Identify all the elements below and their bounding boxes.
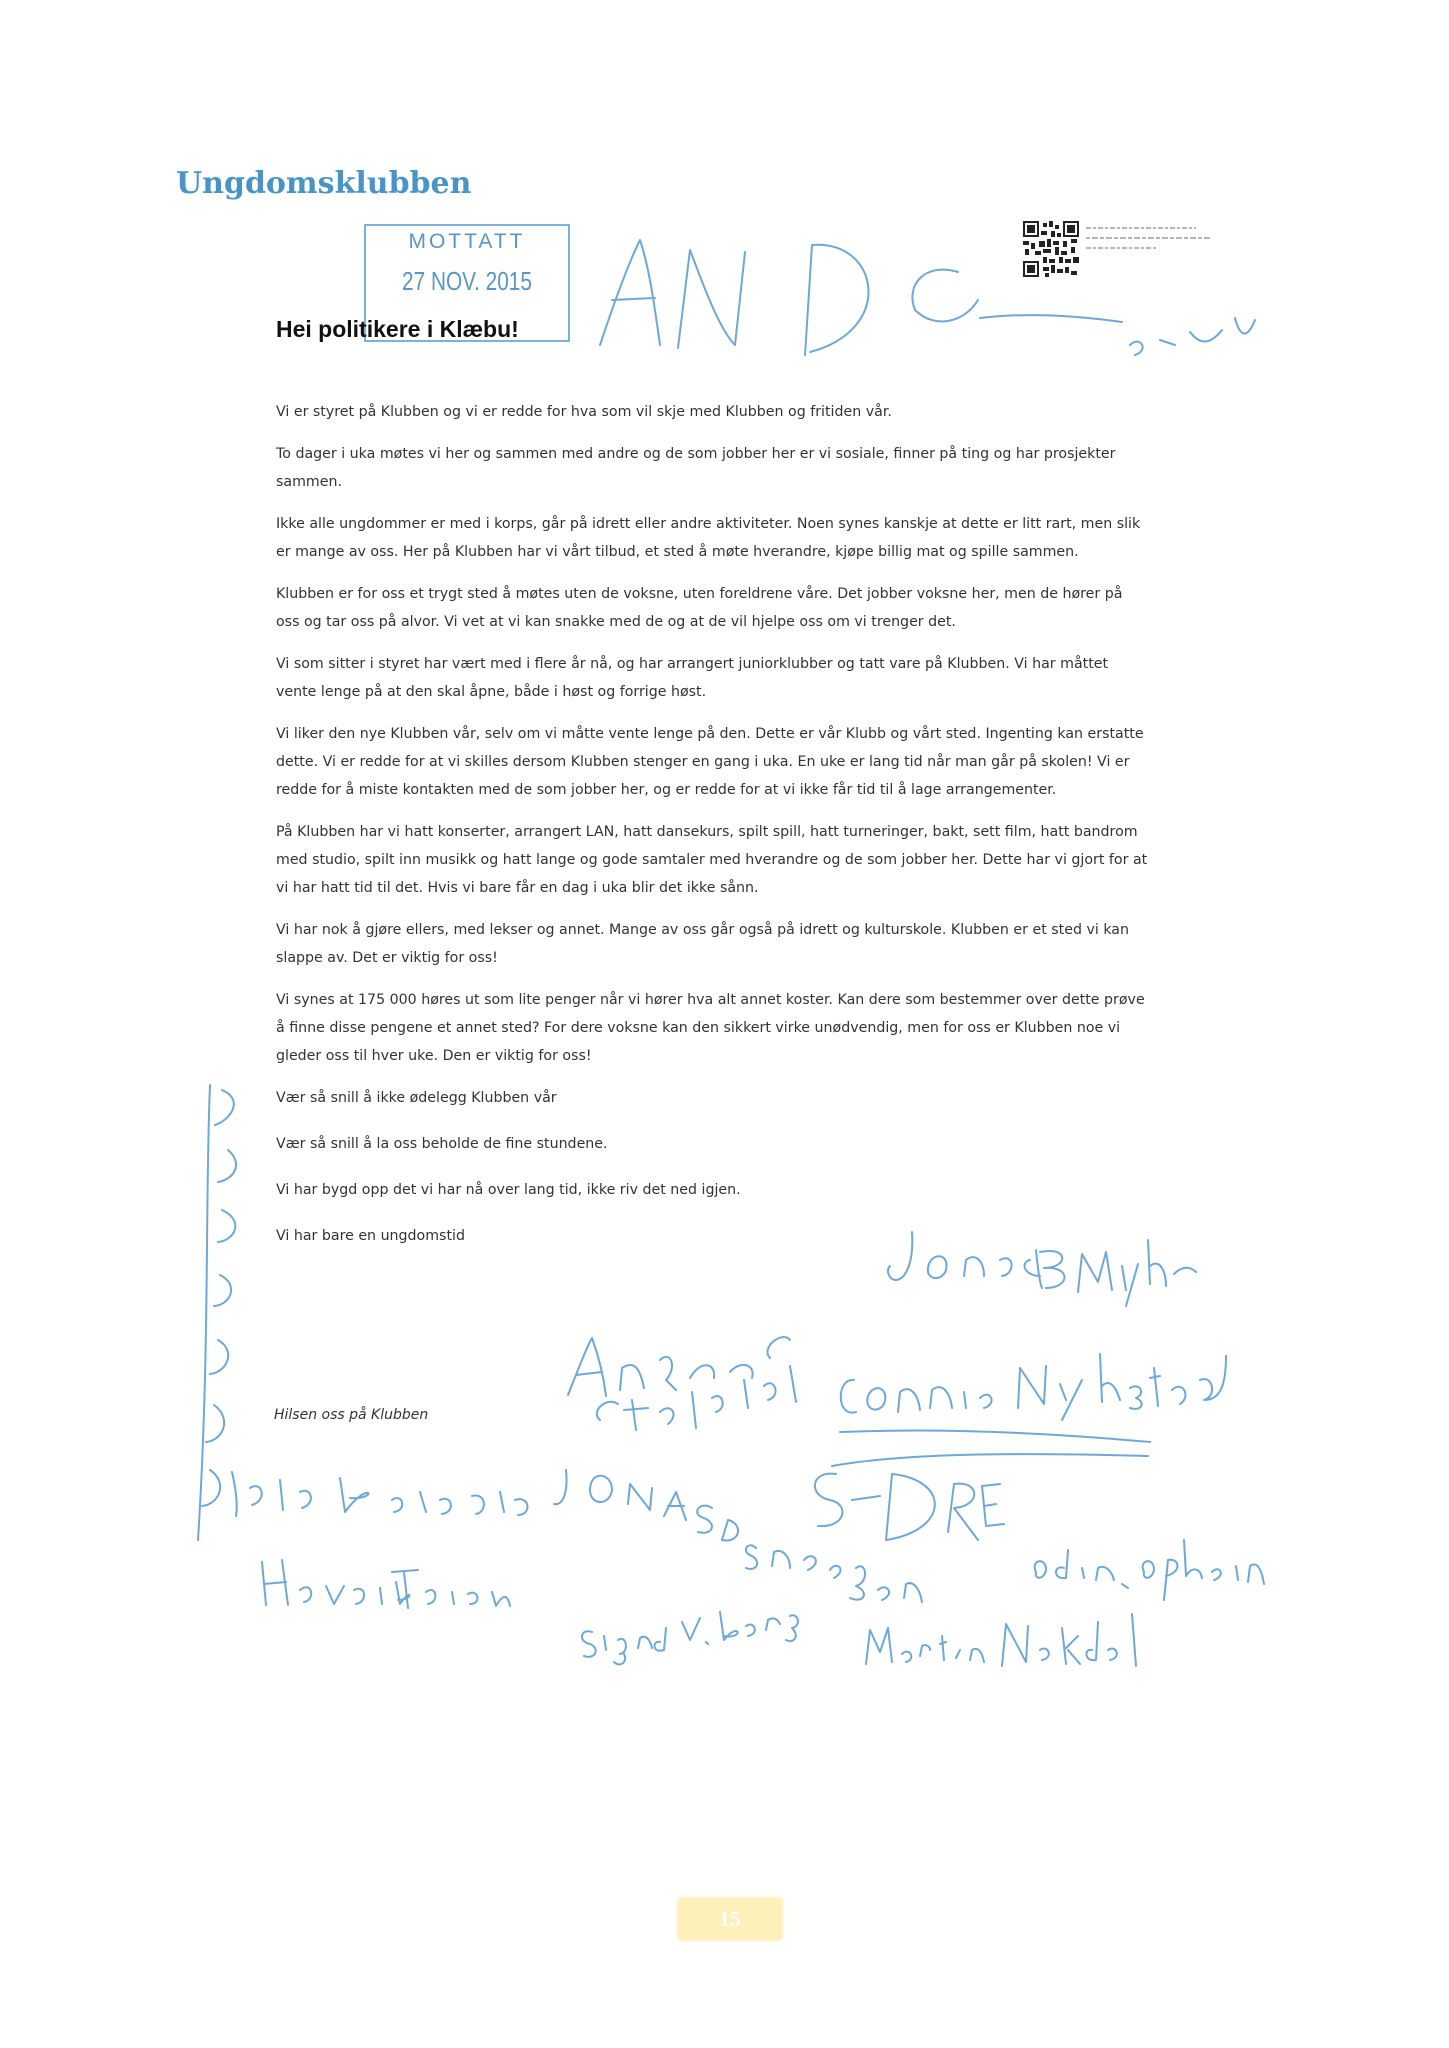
signature-stroke bbox=[1130, 318, 1255, 355]
signature-stroke bbox=[582, 1628, 666, 1664]
signature-stroke bbox=[1036, 1250, 1065, 1288]
signature-stroke bbox=[1143, 1540, 1264, 1600]
signature-stroke bbox=[620, 1337, 790, 1390]
paragraph: To dager i uka møtes vi her og sammen med andre og de som jobber her er vi sosiale, finner på ting og har prosjekter sammen. bbox=[276, 446, 1116, 490]
paragraph: Vi har bygd opp det vi har nå over lang tid, ikke riv det ned igjen. bbox=[276, 1182, 741, 1198]
paragraph: Vær så snill å la oss beholde de fine stundene. bbox=[276, 1136, 608, 1152]
stamp-title: MOTTATT bbox=[408, 230, 526, 253]
signature-stroke bbox=[805, 245, 868, 355]
signature-stroke bbox=[392, 1570, 510, 1608]
paragraph: Klubben er for oss et trygt sted å møtes uten de voksne, uten foreldrene våre. Det jobber voksne her, men de hører på oss og tar oss på alvor. Vi vet at vi kan snakke med de og at de vil hjelpe oss om vi trenger det. bbox=[276, 586, 1123, 630]
signature-stroke bbox=[682, 1612, 798, 1644]
signature-stroke bbox=[1035, 1550, 1128, 1588]
paragraph: Vi liker den nye Klubben vår, selv om vi måtte vente lenge på den. Dette er vår Klubb og vårt sted. Ingenting kan erstatte dette. Vi er redde for at vi skilles dersom Klubben stenger en gang i uka. En uke er lang tid når man går på skolen! Vi er redde for å miste kontakten med de som jobber her, og er redde for at vi ikke får tid til å lage arrangementer. bbox=[276, 726, 1144, 798]
signature-stroke bbox=[722, 1520, 922, 1602]
signature-stroke bbox=[866, 1628, 984, 1664]
paragraph: Vi er styret på Klubben og vi er redde for hva som vil skje med Klubben og fritiden vår. bbox=[276, 404, 892, 420]
signature-stroke bbox=[832, 1454, 1148, 1466]
signature-stroke bbox=[568, 1338, 606, 1396]
signature-stroke bbox=[597, 1366, 796, 1430]
signature-stroke bbox=[600, 240, 660, 345]
paragraph: Vi som sitter i styret har vært med i flere år nå, og har arrangert juniorklubber og tatt vare på Klubben. Vi har måttet vente lenge på at den skal åpne, både i høst og forrige høst. bbox=[276, 656, 1109, 700]
signature-stroke bbox=[232, 1472, 527, 1516]
signature-stroke bbox=[928, 1256, 1040, 1278]
signature-stroke bbox=[888, 1232, 912, 1280]
signature-stroke bbox=[554, 1470, 712, 1533]
letter-closing: Hilsen oss på Klubben bbox=[274, 1407, 429, 1423]
paragraph: Vi synes at 175 000 høres ut som lite penger når vi hører hva alt annet koster. Kan dere som bestemmer over dette prøve å finne disse pengene et annet sted? For dere voksne kan den sikkert virke unødvendig, men for oss er Klubben noe vi gleder oss til hver uke. Den er viktig for oss! bbox=[276, 992, 1145, 1064]
section-title: Ungdomsklubben bbox=[176, 166, 472, 201]
paragraph: På Klubben har vi hatt konserter, arrangert LAN, hatt dansekurs, spilt spill, hatt turneringer, bakt, sett film, hatt bandrom med studio, spilt inn musikk og hatt lange og gode samtaler med hverandre og de som jobber her. Dette har vi gjort for at vi har hatt tid til det. Hvis vi bare får en dag i uka blir det ikke sånn. bbox=[276, 824, 1148, 896]
signature-stroke bbox=[1078, 1240, 1196, 1306]
page-number: 15 bbox=[678, 1898, 782, 1940]
signature-stroke bbox=[198, 1085, 210, 1540]
letter-greeting: Hei politikere i Klæbu! bbox=[276, 316, 519, 342]
signature-stroke bbox=[1018, 1354, 1226, 1420]
signature-stroke bbox=[841, 1380, 992, 1413]
paragraph: Vi har nok å gjøre ellers, med lekser og annet. Mange av oss går også på idrett og kulturskole. Klubben er et sted vi kan slappe av. Det er viktig for oss! bbox=[276, 922, 1129, 966]
stamp-date: 27 NOV. 2015 bbox=[402, 266, 532, 296]
signature-stroke bbox=[912, 270, 978, 322]
signature-stroke bbox=[262, 1560, 410, 1605]
signature-stroke bbox=[840, 1430, 1150, 1442]
signature-stroke bbox=[678, 250, 745, 348]
signature-stroke bbox=[1002, 1614, 1136, 1666]
paragraph: Ikke alle ungdommer er med i korps, går på idrett eller andre aktiviteter. Noen synes kanskje at dette er litt rart, men slik er mange av oss. Her på Klubben har vi vårt tilbud, et sted å møte hverandre, kjøpe billig mat og spille sammen. bbox=[276, 516, 1141, 560]
signature-stroke bbox=[980, 315, 1122, 322]
signature-stroke bbox=[815, 1474, 1004, 1540]
paragraph: Vær så snill å ikke ødelegg Klubben vår bbox=[276, 1090, 557, 1106]
paragraph: Vi har bare en ungdomstid bbox=[276, 1228, 465, 1244]
